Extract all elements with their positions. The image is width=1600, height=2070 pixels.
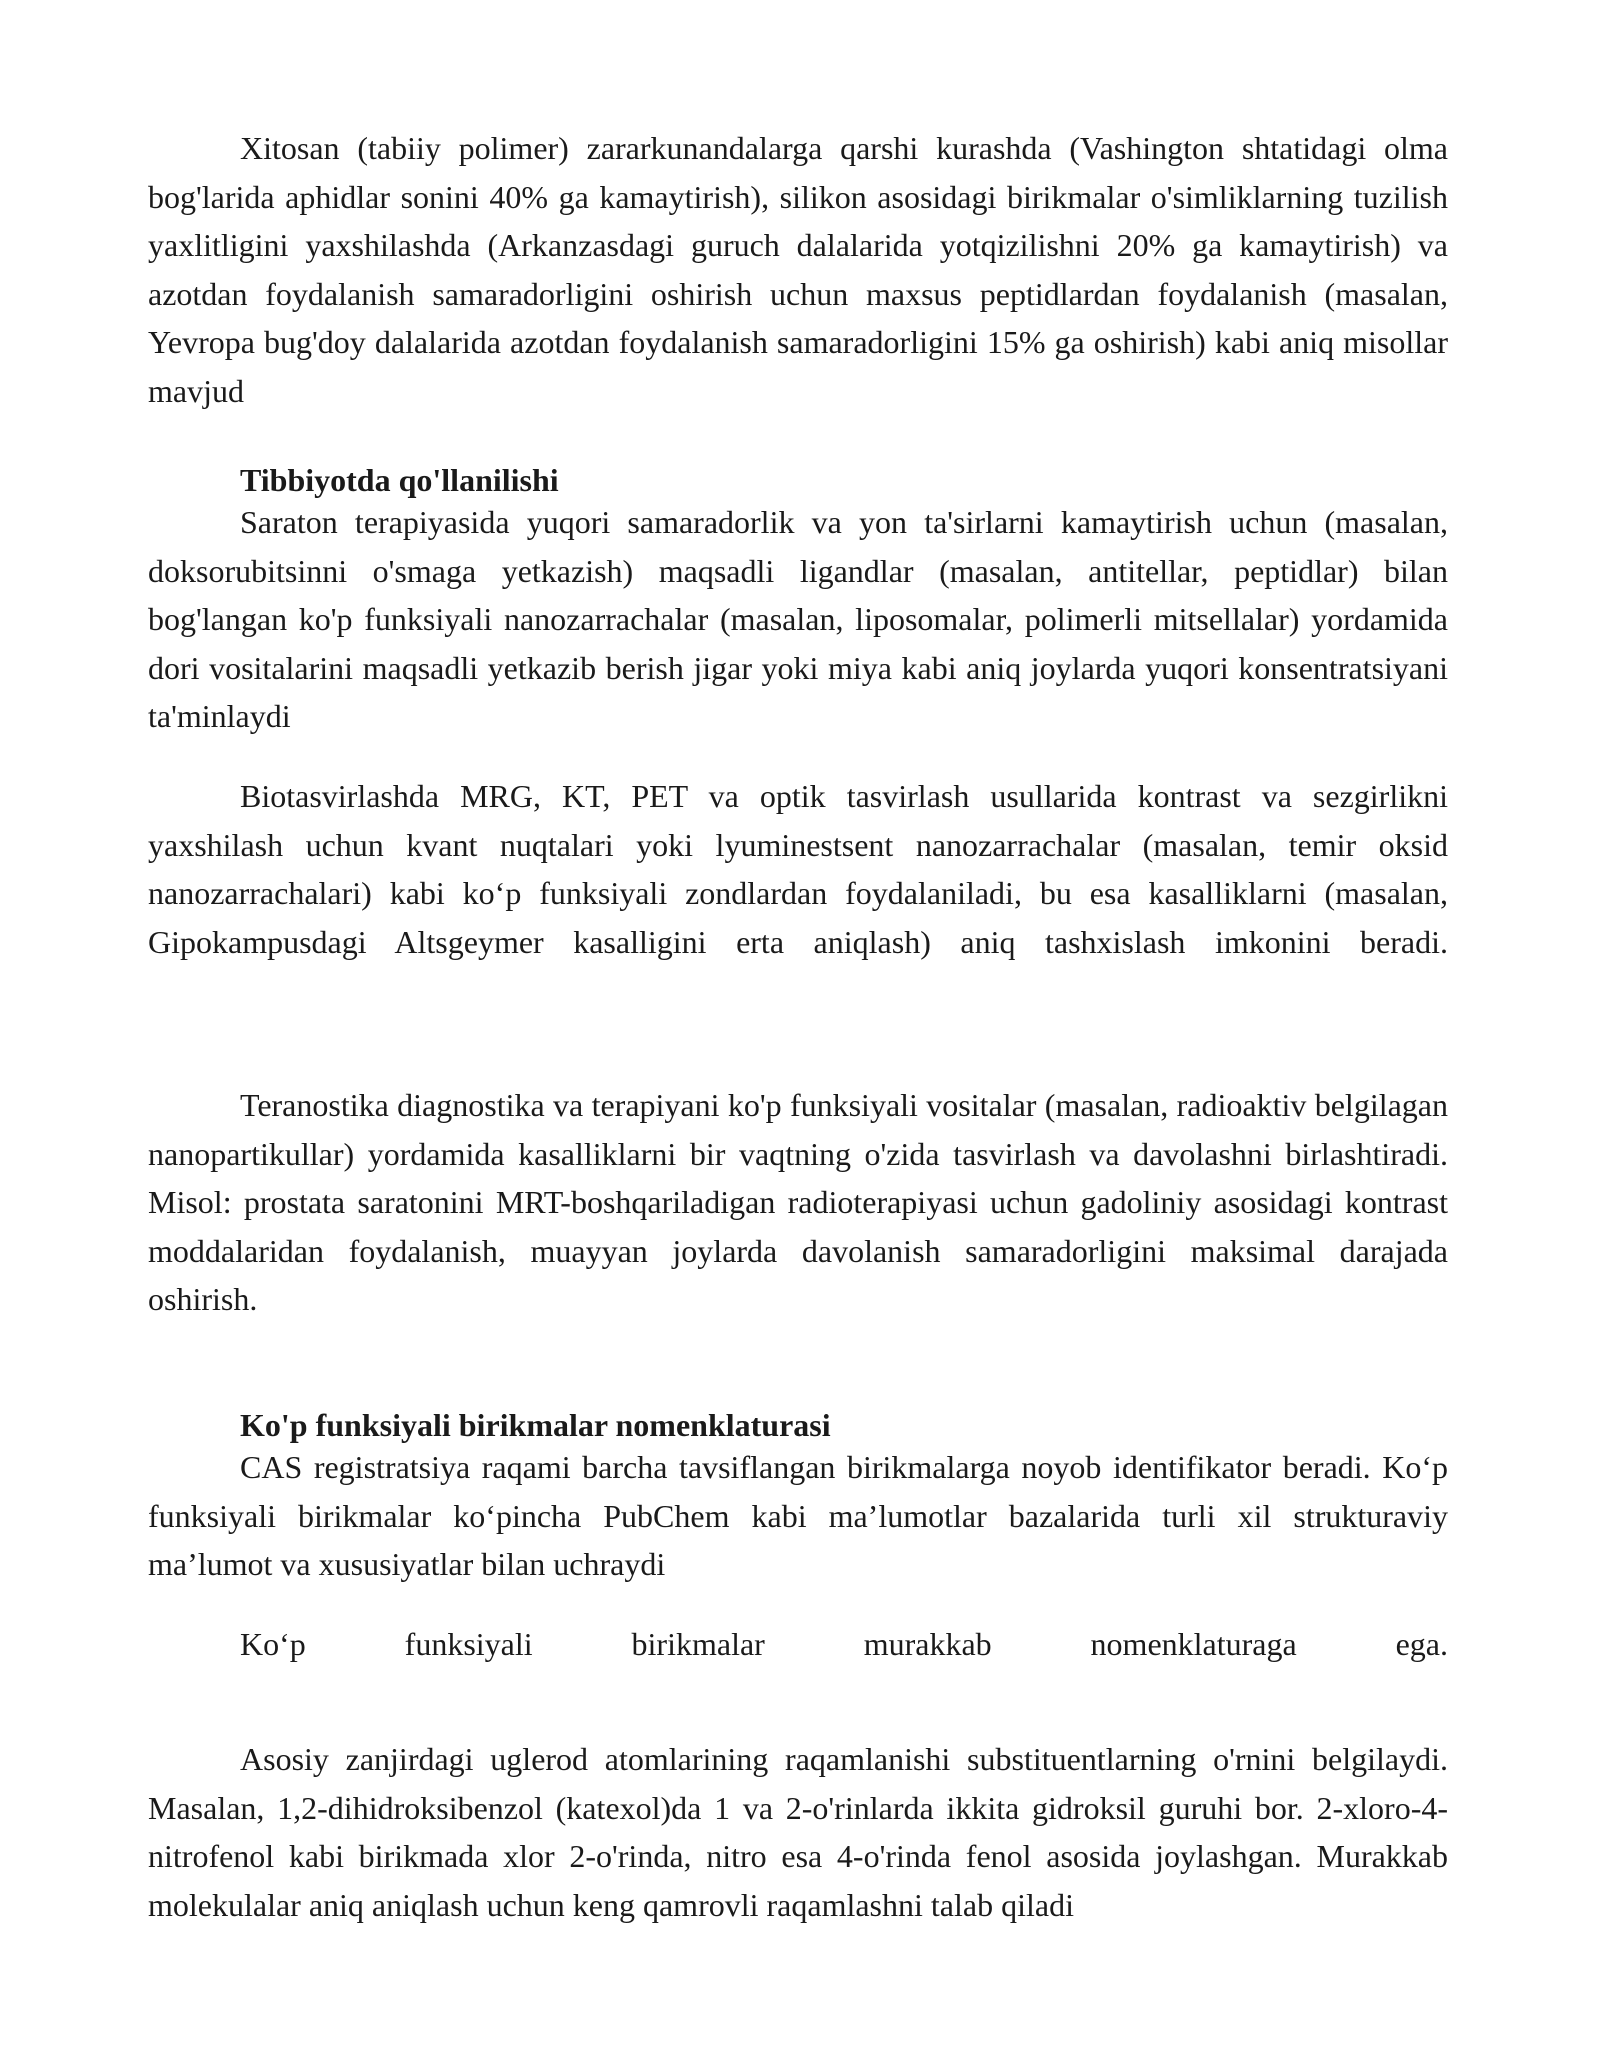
paragraph-text: CAS registratsiya raqami barcha tavsiflangan birikmalarga noyob identifikator beradi. Koʻp funksiyali birikmalar koʻpincha PubChem kabi maʼlumotlar bazalarida turli xil strukturaviy maʼlumot va xususiyatlar bilan uchraydi [148,1449,1448,1582]
paragraph-bioimaging [148,772,1448,966]
paragraph-text: Saraton terapiyasida yuqori samaradorlik va yon ta'sirlarni kamaytirish uchun (masalan, doksorubitsinni o'smaga yetkazish) maqsadli ligandlar (masalan, antitellar, peptidlar) bilan bog'langan ko'p funksiyali nanozarrachalar (masalan, liposomalar, polimerli mitsellalar) yordamida dori vositalarini maqsadli yetkazib berish jigar yoki miya kabi aniq joylarda yuqori konsentratsiyani ta'minlaydi [148,504,1448,734]
paragraph-text: Asosiy zanjirdagi uglerod atomlarining raqamlanishi substituentlarning o'rnini belgilaydi. Masalan, 1,2-dihidroksibenzol (katexol)da 1 va 2-o'rinlarda ikkita gidroksil guruhi bor. 2-xloro-4-nitrofenol kabi birikmada xlor 2-o'rinda, nitro esa 4-o'rinda fenol asosida joylashgan. Murakkab molekulalar aniq aniqlash uchun keng qamrovli raqamlashni talab qiladi [148,1741,1448,1923]
heading-text: Tibbiyotda qo'llanilishi [240,462,559,498]
paragraph-complex-nomenclature [148,1620,1448,1669]
paragraph-cas-registry [148,1443,1448,1589]
section-heading-medicine [148,459,1448,501]
section-heading-nomenclature [148,1404,1448,1446]
paragraph-cancer-therapy [148,498,1448,741]
paragraph-theranostics [148,1081,1448,1324]
paragraph-text: Biotasvirlashda MRG, KT, PET va optik tasvirlash usullarida kontrast va sezgirlikni yaxshilash uchun kvant nuqtalari yoki lyuminestsent nanozarrachalar (masalan, temir oksid nanozarrachalari) kabi koʻp funksiyali zondlardan foydalaniladi, bu esa kasalliklarni (masalan, Gipokampusdagi Altsgeymer kasalligini erta aniqlash) aniq tashxislash imkonini beradi. [148,778,1448,960]
paragraph-text: Teranostika diagnostika va terapiyani ko'p funksiyali vositalar (masalan, radioaktiv belgilagan nanopartikullar) yordamida kasalliklarni bir vaqtning o'zida tasvirlash va davolashni birlashtiradi. Misol: prostata saratonini MRT-boshqariladigan radioterapiyasi uchun gadoliniy asosidagi kontrast moddalaridan foydalanish, muayyan joylarda davolanish samaradorligini maksimal darajada oshirish. [148,1087,1448,1317]
paragraph-text: Koʻp funksiyali birikmalar murakkab nomenklaturaga ega. [240,1626,1448,1662]
paragraph-text: Xitosan (tabiiy polimer) zararkunandalarga qarshi kurashda (Vashington shtatidagi olma bog'larida aphidlar sonini 40% ga kamaytirish), silikon asosidagi birikmalar o'simliklarning tuzilish yaxlitligini yaxshilashda (Arkanzasdagi guruch dalalarida yotqizilishni 20% ga kamaytirish) va azotdan foydalanish samaradorligini oshirish uchun maxsus peptidlardan foydalanish (masalan, Yevropa bug'doy dalalarida azotdan foydalanish samaradorligini 15% ga oshirish) kabi aniq misollar mavjud [148,130,1448,409]
heading-text: Ko'p funksiyali birikmalar nomenklaturasi [240,1407,831,1443]
paragraph-carbon-numbering [148,1735,1448,1929]
paragraph-agriculture-examples [148,124,1448,415]
